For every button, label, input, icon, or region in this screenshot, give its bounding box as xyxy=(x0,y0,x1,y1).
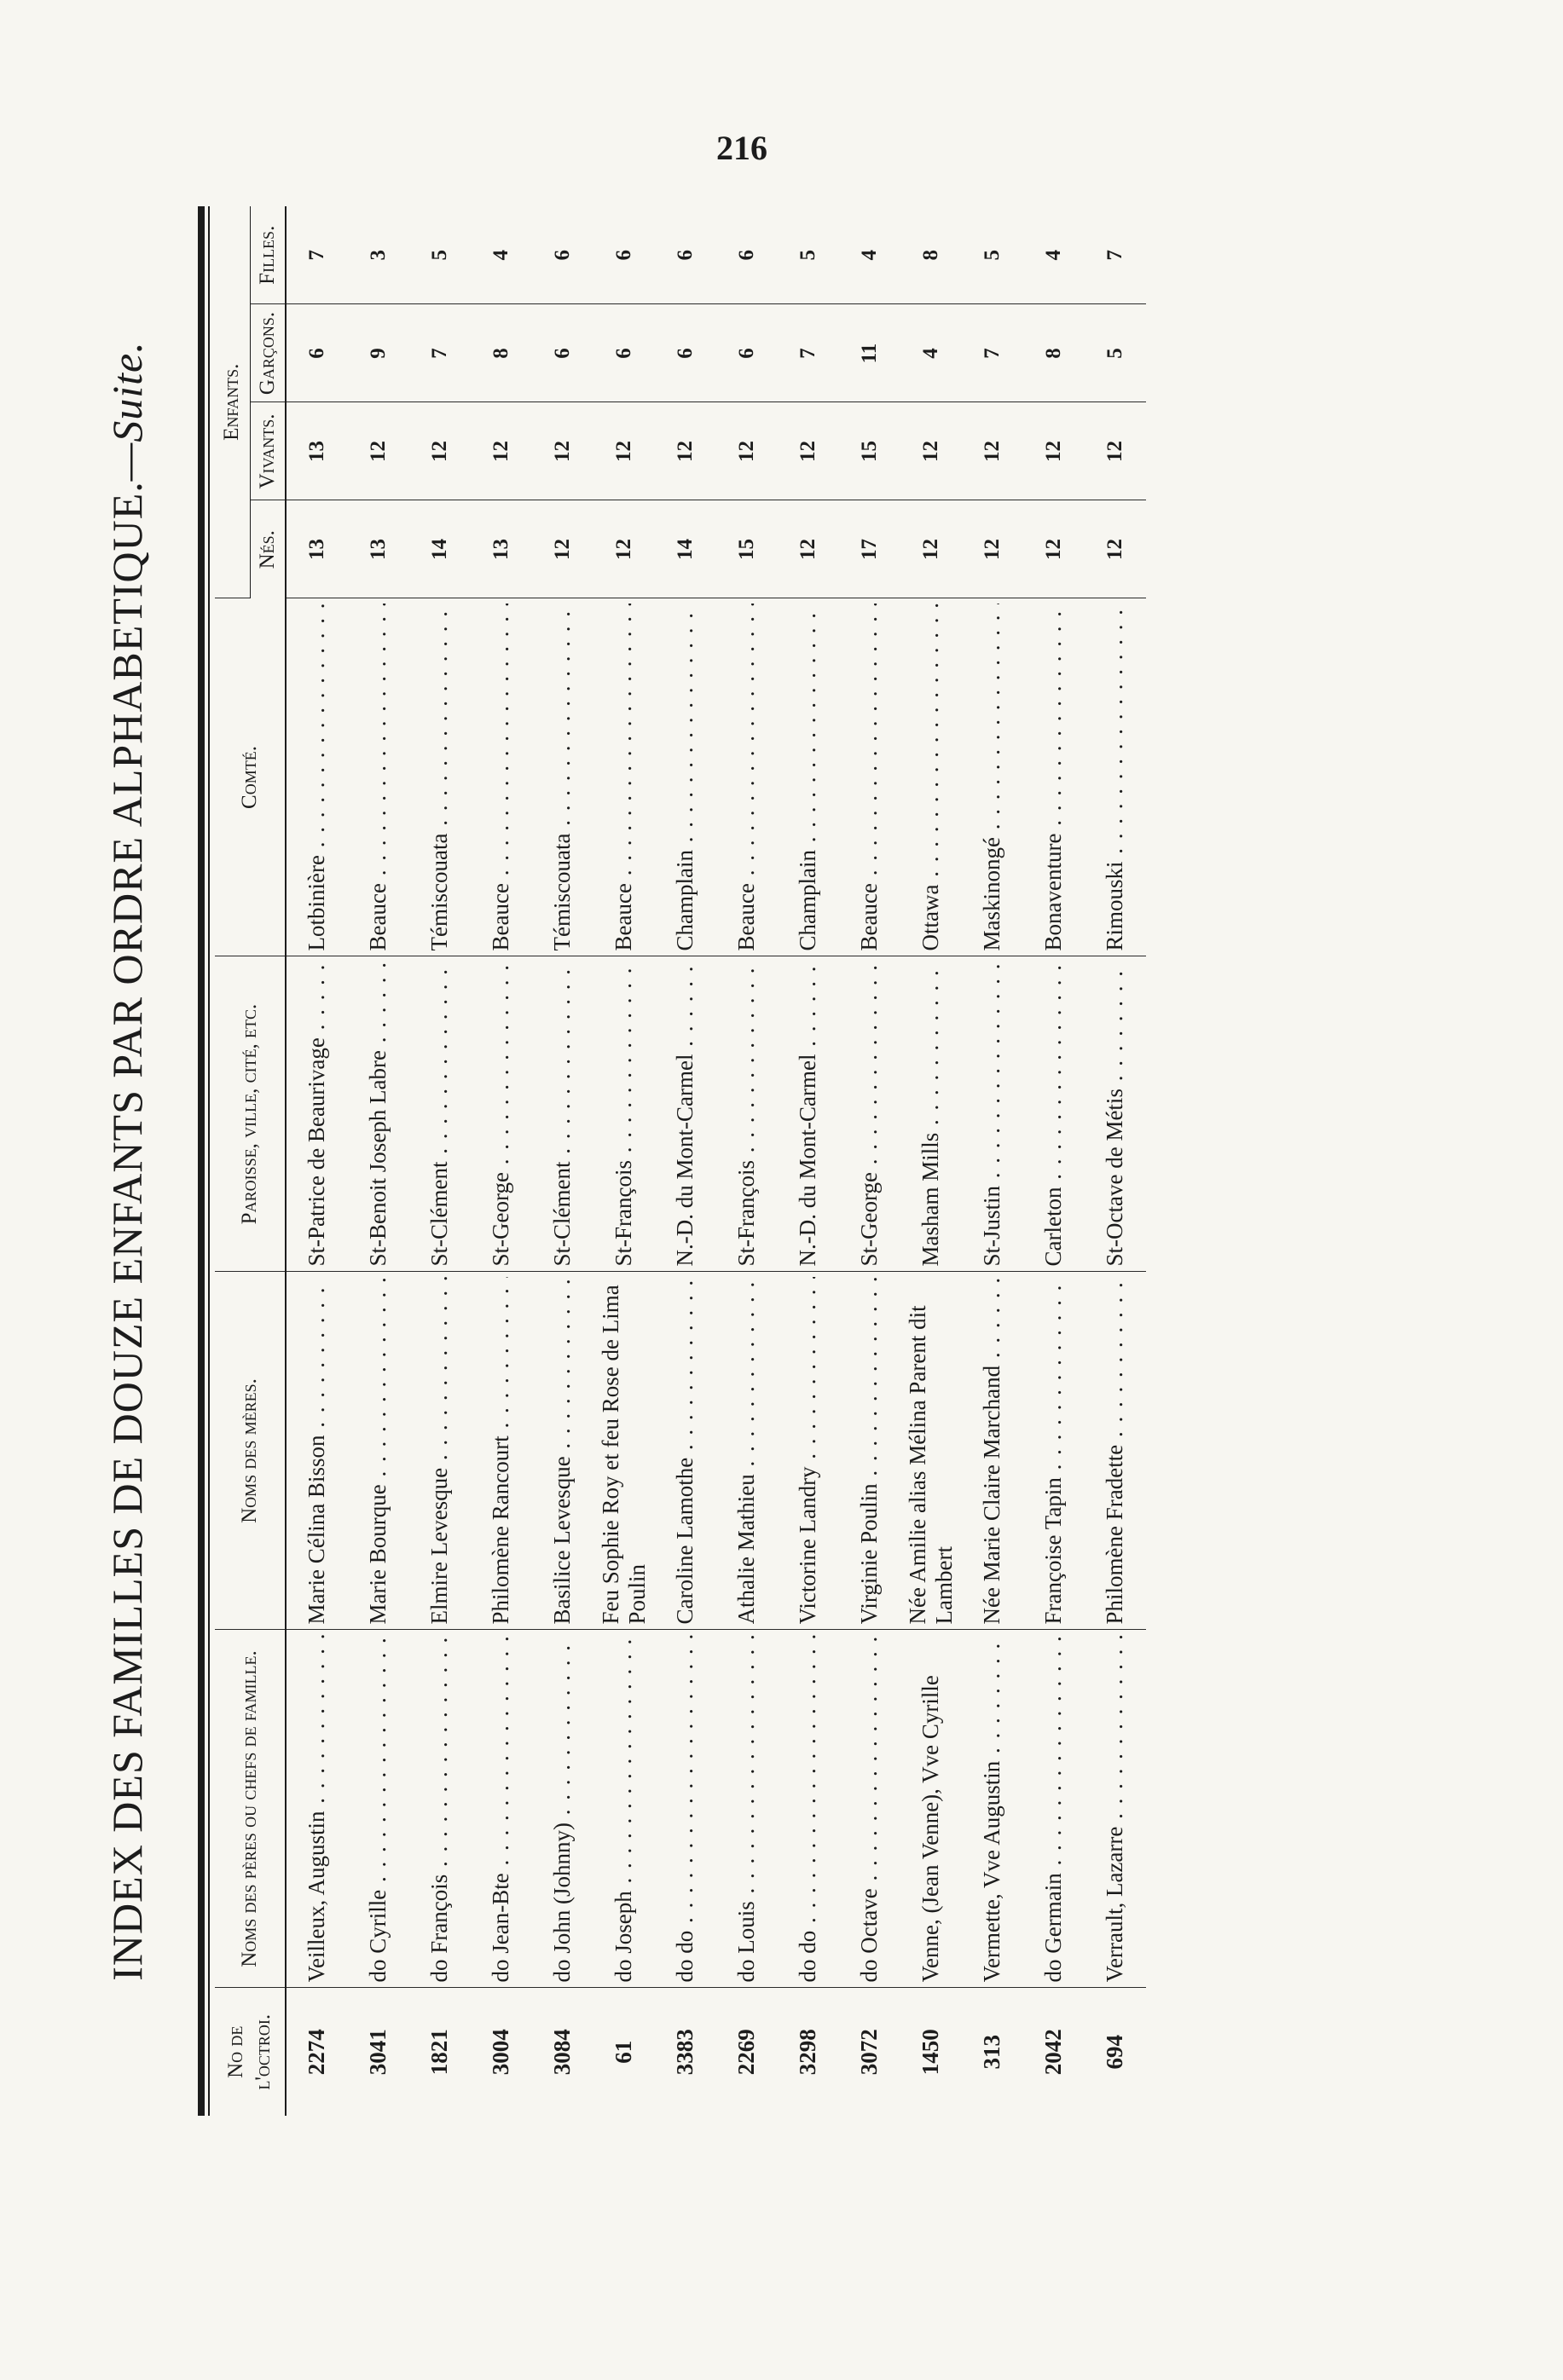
cell-vivants: 12 xyxy=(471,402,532,500)
cell-vivants: 12 xyxy=(962,402,1023,500)
table-row xyxy=(409,206,471,2116)
cell-garcons: 7 xyxy=(962,304,1023,402)
header-no-octroi: No de l'octroi. xyxy=(215,1988,286,2116)
cell-no: 1821 xyxy=(426,2029,453,2076)
cell-paroisse xyxy=(286,956,348,1272)
cell-nes: 12 xyxy=(593,500,655,598)
cell-filles: 4 xyxy=(1023,206,1085,304)
cell-pere-text: do Jean-Bte . . . xyxy=(488,1636,514,1983)
cell-filles: 5 xyxy=(962,206,1023,304)
cell-mere xyxy=(593,1272,655,1630)
cell-mere-text: Françoise Tapin . . . xyxy=(1040,1278,1067,1625)
cell-filles: 5 xyxy=(409,206,471,304)
index-table xyxy=(215,206,1146,2116)
cell-comte xyxy=(716,598,778,956)
table-row xyxy=(471,206,532,2116)
cell-comte xyxy=(962,598,1023,956)
header-row-1 xyxy=(215,206,250,2116)
cell-paroisse xyxy=(1023,956,1085,1272)
cell-pere xyxy=(900,1630,962,1988)
cell-nes: 13 xyxy=(348,500,409,598)
cell-pere xyxy=(593,1630,655,1988)
cell-mere xyxy=(900,1272,962,1630)
cell-vivants: 12 xyxy=(655,402,716,500)
cell-pere xyxy=(286,1630,348,1988)
cell-no: 3041 xyxy=(365,2029,391,2076)
cell-paroisse-text: St-Justin . . . xyxy=(979,962,1005,1267)
cell-nes: 17 xyxy=(839,500,900,598)
cell-no: 2274 xyxy=(304,2029,330,2076)
cell-paroisse xyxy=(900,956,962,1272)
cell-filles: 3 xyxy=(348,206,409,304)
cell-garcons: 8 xyxy=(471,304,532,402)
cell-no: 61 xyxy=(611,2040,637,2064)
cell-garcons: 6 xyxy=(532,304,593,402)
cell-pere xyxy=(409,1630,471,1988)
cell-no: 2269 xyxy=(733,2029,760,2076)
header-peres: Noms des pères ou chefs de famille. xyxy=(215,1630,286,1988)
cell-comte-text: Champlain . . . xyxy=(672,604,698,951)
cell-comte xyxy=(409,598,471,956)
table-row xyxy=(655,206,716,2116)
cell-filles: 7 xyxy=(286,206,348,304)
cell-pere-text: do do . . . xyxy=(672,1636,698,1983)
cell-comte xyxy=(778,598,839,956)
table-row xyxy=(839,206,900,2116)
cell-pere xyxy=(348,1630,409,1988)
cell-paroisse xyxy=(348,956,409,1272)
cell-comte-text: Beauce . . . xyxy=(488,604,514,951)
cell-mere-text: Marie Bourque . . . xyxy=(365,1278,391,1625)
cell-mere xyxy=(471,1272,532,1630)
cell-paroisse xyxy=(593,956,655,1272)
cell-filles: 4 xyxy=(471,206,532,304)
cell-comte-text: Témiscouata . . . xyxy=(549,604,576,951)
cell-paroisse xyxy=(778,956,839,1272)
table-row xyxy=(1023,206,1085,2116)
cell-comte-text: Rimouski . . . xyxy=(1102,604,1128,951)
top-rule-thin xyxy=(208,206,210,2116)
cell-nes: 13 xyxy=(286,500,348,598)
cell-paroisse-text: St-Benoit Joseph Labre . . . xyxy=(365,962,391,1267)
cell-mere-text: Basilice Levesque . . . xyxy=(549,1278,576,1625)
cell-no: 3072 xyxy=(856,2029,883,2076)
cell-comte xyxy=(348,598,409,956)
cell-filles: 5 xyxy=(778,206,839,304)
cell-comte xyxy=(471,598,532,956)
cell-filles: 7 xyxy=(1085,206,1146,304)
cell-comte xyxy=(655,598,716,956)
cell-comte-text: Beauce . . . xyxy=(856,604,883,951)
header-nes: Nés. xyxy=(250,500,286,598)
cell-paroisse-text: Masham Mills . . . xyxy=(918,962,944,1267)
cell-mere-text: Née Marie Claire Marchand . . . xyxy=(979,1278,1005,1625)
page-title xyxy=(102,206,179,2116)
cell-pere xyxy=(471,1630,532,1988)
cell-no: 3383 xyxy=(672,2029,698,2076)
cell-pere xyxy=(962,1630,1023,1988)
cell-mere-text: Athalie Mathieu . . . xyxy=(733,1278,760,1625)
cell-nes: 12 xyxy=(962,500,1023,598)
cell-vivants: 12 xyxy=(778,402,839,500)
cell-paroisse-text: St-George . . . xyxy=(488,962,514,1267)
title-suffix: —Suite. xyxy=(103,341,151,482)
cell-vivants: 12 xyxy=(1085,402,1146,500)
cell-comte-text: Ottawa . . . xyxy=(918,604,944,951)
cell-filles: 6 xyxy=(593,206,655,304)
cell-vivants: 12 xyxy=(716,402,778,500)
cell-mere xyxy=(655,1272,716,1630)
cell-garcons: 6 xyxy=(716,304,778,402)
cell-paroisse-text: St-Clément . . . xyxy=(549,962,576,1267)
cell-mere xyxy=(532,1272,593,1630)
cell-no: 694 xyxy=(1102,2035,1128,2070)
cell-comte xyxy=(532,598,593,956)
cell-no: 3004 xyxy=(488,2029,514,2076)
cell-vivants: 12 xyxy=(900,402,962,500)
rotated-table-area xyxy=(102,206,1398,2116)
cell-mere-text: Virginie Poulin . . . xyxy=(856,1278,883,1625)
cell-nes: 14 xyxy=(409,500,471,598)
header-garcons: Garçons. xyxy=(250,304,286,402)
cell-comte xyxy=(286,598,348,956)
cell-mere xyxy=(1085,1272,1146,1630)
cell-filles: 6 xyxy=(655,206,716,304)
cell-filles: 6 xyxy=(716,206,778,304)
table-row xyxy=(962,206,1023,2116)
cell-garcons: 7 xyxy=(778,304,839,402)
cell-mere-text: Victorine Landry . . . xyxy=(795,1278,821,1625)
top-rule-thick xyxy=(198,206,205,2116)
cell-vivants: 12 xyxy=(1023,402,1085,500)
cell-mere xyxy=(348,1272,409,1630)
cell-no: 1450 xyxy=(918,2029,944,2076)
cell-comte-text: Maskinongé . . . xyxy=(979,604,1005,951)
cell-pere-text: Veilleux, Augustin . . . xyxy=(304,1636,330,1983)
cell-comte xyxy=(1023,598,1085,956)
table-row xyxy=(778,206,839,2116)
cell-mere-text: Elmire Levesque . . . xyxy=(426,1278,453,1625)
cell-paroisse xyxy=(471,956,532,1272)
cell-garcons: 6 xyxy=(593,304,655,402)
cell-paroisse-text: St-François . . . xyxy=(611,962,637,1267)
cell-garcons: 8 xyxy=(1023,304,1085,402)
cell-vivants: 12 xyxy=(348,402,409,500)
header-vivants: Vivants. xyxy=(250,402,286,500)
cell-paroisse-text: N.-D. du Mont-Carmel . . . xyxy=(795,962,821,1267)
header-enfants: Enfants. xyxy=(215,206,250,598)
cell-paroisse-text: St-Patrice de Beaurivage . . . xyxy=(304,962,330,1267)
table-row xyxy=(900,206,962,2116)
cell-comte xyxy=(1085,598,1146,956)
cell-comte-text: Lotbinière . . . xyxy=(304,604,330,951)
cell-pere-text: do Octave . . . xyxy=(856,1636,883,1983)
cell-garcons: 6 xyxy=(655,304,716,402)
index-frame xyxy=(198,206,1392,2116)
cell-garcons: 5 xyxy=(1085,304,1146,402)
cell-comte-text: Beauce . . . xyxy=(365,604,391,951)
cell-vivants: 12 xyxy=(532,402,593,500)
header-comte: Comté. xyxy=(215,598,286,956)
cell-mere-text: Caroline Lamothe . . . xyxy=(672,1278,698,1625)
cell-garcons: 9 xyxy=(348,304,409,402)
cell-paroisse-text: St-Octave de Métis . . . xyxy=(1102,962,1128,1267)
cell-paroisse-text: Carleton . . . xyxy=(1040,962,1067,1267)
table-row xyxy=(593,206,655,2116)
cell-pere-text: Venne, (Jean Venne), Vve Cyrille xyxy=(918,1675,944,1983)
header-filles: Filles. xyxy=(250,206,286,304)
table-row xyxy=(1085,206,1146,2116)
cell-no: 3084 xyxy=(549,2029,576,2076)
cell-garcons: 4 xyxy=(900,304,962,402)
cell-filles: 8 xyxy=(900,206,962,304)
cell-pere xyxy=(1023,1630,1085,1988)
cell-pere-text: Verrault, Lazarre . . . xyxy=(1102,1636,1128,1983)
cell-comte xyxy=(839,598,900,956)
cell-garcons: 7 xyxy=(409,304,471,402)
cell-paroisse xyxy=(655,956,716,1272)
cell-nes: 12 xyxy=(1085,500,1146,598)
cell-vivants: 12 xyxy=(409,402,471,500)
cell-pere-text: Vermette, Vve Augustin . . . xyxy=(979,1636,1005,1983)
index-body xyxy=(286,206,1146,2116)
cell-comte-text: Beauce . . . xyxy=(611,604,637,951)
cell-nes: 15 xyxy=(716,500,778,598)
header-paroisse: Paroisse, ville, cité, etc. xyxy=(215,956,286,1272)
cell-no: 2042 xyxy=(1040,2029,1067,2076)
cell-comte xyxy=(593,598,655,956)
cell-pere-text: do John (Johnny) . . . xyxy=(549,1636,576,1983)
cell-no: 3298 xyxy=(795,2029,821,2076)
cell-nes: 12 xyxy=(778,500,839,598)
cell-pere xyxy=(655,1630,716,1988)
cell-vivants: 13 xyxy=(286,402,348,500)
cell-paroisse xyxy=(532,956,593,1272)
cell-pere xyxy=(532,1630,593,1988)
table-row xyxy=(348,206,409,2116)
cell-comte-text: Champlain . . . xyxy=(795,604,821,951)
cell-pere xyxy=(716,1630,778,1988)
cell-mere-text: Philomène Rancourt . . . xyxy=(488,1278,514,1625)
cell-mere xyxy=(962,1272,1023,1630)
cell-pere xyxy=(839,1630,900,1988)
cell-mere-text: Marie Célina Bisson . . . xyxy=(304,1278,330,1625)
cell-pere-text: do Cyrille . . . xyxy=(365,1636,391,1983)
cell-paroisse xyxy=(962,956,1023,1272)
header-meres: Noms des mères. xyxy=(215,1272,286,1630)
cell-mere xyxy=(286,1272,348,1630)
cell-no: 313 xyxy=(979,2035,1005,2070)
cell-garcons: 11 xyxy=(839,304,900,402)
cell-pere xyxy=(1085,1630,1146,1988)
cell-paroisse-text: N.-D. du Mont-Carmel . . . xyxy=(672,962,698,1267)
cell-mere xyxy=(839,1272,900,1630)
page-number: 216 xyxy=(716,129,767,167)
title-main: INDEX DES FAMILLES DE DOUZE ENFANTS PAR ORDRE ALPHABETIQUE. xyxy=(103,481,151,1981)
table-row xyxy=(716,206,778,2116)
cell-nes: 14 xyxy=(655,500,716,598)
cell-mere-text: Philomène Fradette . . . xyxy=(1102,1278,1128,1625)
cell-paroisse-text: St-François . . . xyxy=(733,962,760,1267)
cell-comte-text: Bonaventure . . . xyxy=(1040,604,1067,951)
cell-paroisse xyxy=(839,956,900,1272)
cell-paroisse xyxy=(409,956,471,1272)
cell-paroisse xyxy=(716,956,778,1272)
cell-pere-text: do Louis . . . xyxy=(733,1636,760,1983)
cell-nes: 13 xyxy=(471,500,532,598)
cell-mere xyxy=(778,1272,839,1630)
cell-vivants: 15 xyxy=(839,402,900,500)
cell-nes: 12 xyxy=(532,500,593,598)
cell-mere xyxy=(409,1272,471,1630)
cell-filles: 4 xyxy=(839,206,900,304)
cell-paroisse-text: St-Clément . . . xyxy=(426,962,453,1267)
table-row xyxy=(286,206,348,2116)
cell-comte-text: Beauce . . . xyxy=(733,604,760,951)
cell-vivants: 12 xyxy=(593,402,655,500)
cell-mere-text: Feu Sophie Roy et feu Rose de Lima Poulin xyxy=(597,1285,650,1625)
cell-mere-text: Née Amilie alias Mélina Parent dit Lambert xyxy=(904,1305,957,1625)
cell-paroisse xyxy=(1085,956,1146,1272)
cell-pere-text: do François . . . xyxy=(426,1636,453,1983)
cell-nes: 12 xyxy=(900,500,962,598)
table-row xyxy=(532,206,593,2116)
cell-garcons: 6 xyxy=(286,304,348,402)
cell-comte xyxy=(900,598,962,956)
cell-pere-text: do do . . . xyxy=(795,1636,821,1983)
cell-paroisse-text: St-George . . . xyxy=(856,962,883,1267)
cell-mere xyxy=(1023,1272,1085,1630)
cell-filles: 6 xyxy=(532,206,593,304)
cell-comte-text: Témiscouata . . . xyxy=(426,604,453,951)
cell-pere xyxy=(778,1630,839,1988)
cell-mere xyxy=(716,1272,778,1630)
cell-nes: 12 xyxy=(1023,500,1085,598)
cell-pere-text: do Germain . . . xyxy=(1040,1636,1067,1983)
cell-pere-text: do Joseph . . . xyxy=(611,1636,637,1983)
